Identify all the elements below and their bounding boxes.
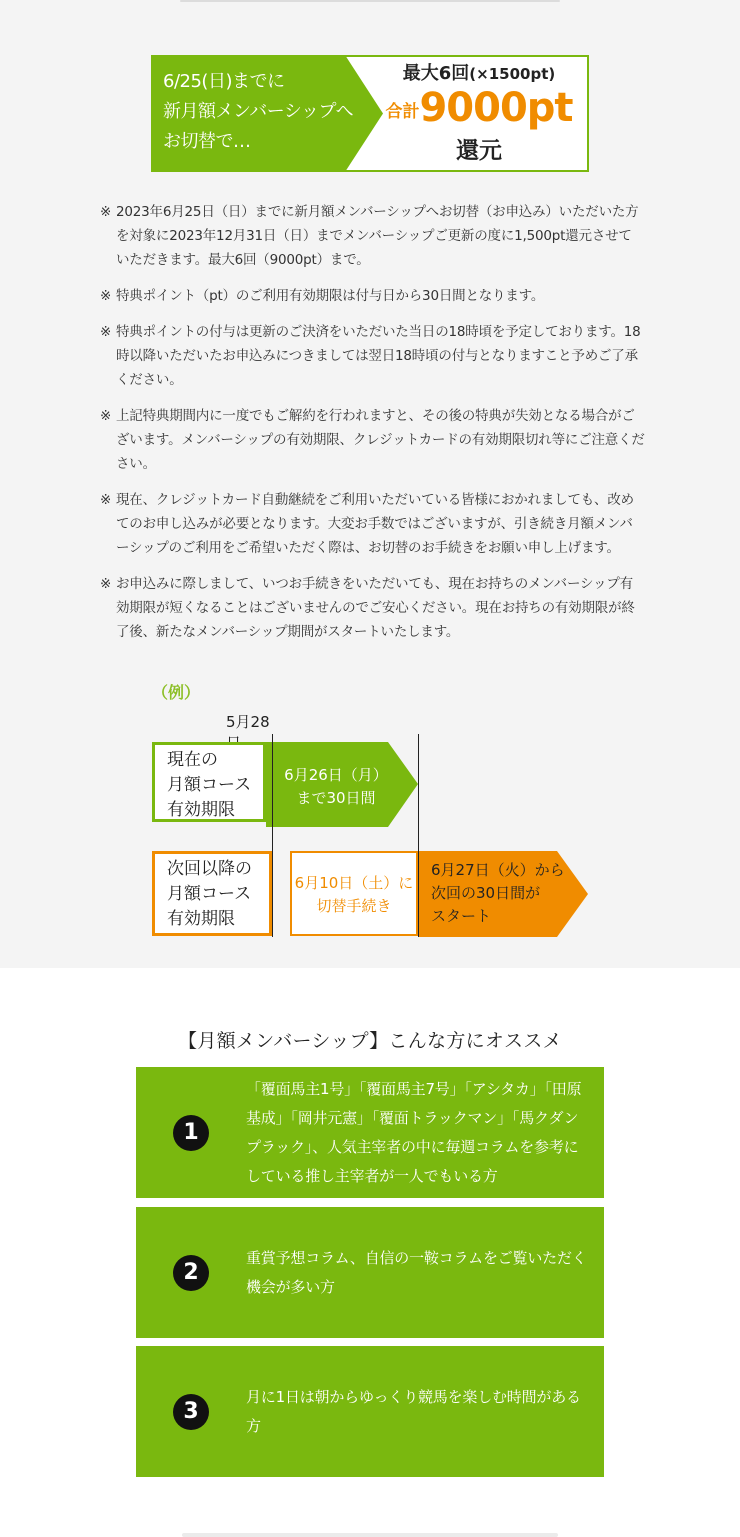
next-box-line: 次回以降の [167,859,252,879]
banner-max-label: 最大6回 [402,63,470,84]
banner-line-2: 新月額メンバーシップへ [163,101,354,122]
note-text: 特典ポイント（pt）のご利用有効期限は付与日から30日間となります。 [116,288,545,304]
current-box-line: 現在の [167,750,218,770]
note-text: 上記特典期間内に一度でもご解約を行われますと、その後の特典が失効となる場合がございます。メンバーシップの有効期限、クレジットカードの有効期限切れ等にご注意ください。 [116,408,645,472]
next-arrow-line: 6月27日（火）から [431,861,565,879]
banner-total-label: 合計 [385,102,420,122]
recommend-card [136,1346,604,1477]
switch-box-line: 切替手続き [316,897,392,915]
recommend-text: 「覆面馬主1号」「覆面馬主7号」「アシタカ」「田原基成」「岡井元憲」「覆面トラックマン」「馬クダンプラック」、人気主宰者の中に毎週コラムを参考にしている推し主宰者が一人でもいる方 [246,1080,582,1185]
example-date-label: 5月28 [226,713,270,731]
current-box-line: 月額コース [167,775,252,795]
banner-max-note: (×1500pt) [469,65,556,83]
bottom-divider [182,1533,558,1537]
recommend-text: 重賞予想コラム、自信の一鞍コラムをご覧いただく機会が多い方 [246,1249,587,1296]
current-box-line: 有効期限 [167,800,235,820]
recommend-card [136,1067,604,1198]
note-text: 現在、クレジットカード自動継続をご利用いただいている皆様におかれましても、改めてのお申し込みが必要となります。大変お手数ではございますが、引き続き月額メンバーシップのご利用をご希望いただく際は、お切替のお手続きをお願い申し上げます。 [116,492,634,556]
example-label: （例） [152,683,201,702]
note-mark: ※ [100,576,112,592]
current-course-box [152,742,266,822]
note-text: 2023年6月25日（日）までに新月額メンバーシップへお切替（お申込み）いただいた方を対象に2023年12月31日（日）までメンバーシップご更新の度に1,500pt還元させていただきます。最大6回（9000pt）まで。 [116,204,639,268]
recommend-card [136,1207,604,1338]
banner-total-amount: 9000pt [419,85,573,131]
date-marker-line [272,734,273,937]
next-arrow-line: スタート [431,907,492,925]
note-mark: ※ [100,204,112,220]
recommend-text: 月に1日は朝からゆっくり競馬を楽しむ時間がある方 [246,1388,581,1435]
number-1-icon: 1 [173,1115,209,1151]
banner-return-label: 還元 [456,138,502,164]
current-arrow-line: まで30日間 [296,789,376,807]
next-box-line: 月額コース [167,884,252,904]
note-mark: ※ [100,408,112,424]
end-marker-line [418,734,419,937]
banner-line-3: お切替で… [163,131,251,152]
note-text: お申込みに際しまして、いつお手続きをいただいても、現在お持ちのメンバーシップ有効期限が短くなることはございませんのでご安心ください。現在お持ちの有効期限が終了後、新たなメンバーシップ期間がスタートいたします。 [116,576,635,640]
note-text: 特典ポイントの付与は更新のご決済をいただいた当日の18時頃を予定しております。18時以降いただいたお申込みにつきましては翌日18時頃の付与となりますこと予めご了承ください。 [116,324,641,388]
number-3-icon: 3 [173,1394,209,1430]
next-course-box [152,851,272,936]
recommend-title: 【月額メンバーシップ】こんな方にオススメ [178,1030,562,1052]
current-arrow-line: 6月26日（月） [284,766,388,784]
note-mark: ※ [100,288,112,304]
note-mark: ※ [100,492,112,508]
switch-procedure-box [290,851,418,936]
next-box-line: 有効期限 [167,909,235,929]
banner-line-1: 6/25(日)までに [163,71,285,92]
next-arrow-line: 次回の30日間が [431,884,541,902]
number-2-icon: 2 [173,1255,209,1291]
next-arrow-text [431,859,581,928]
current-arrow-text [272,764,400,810]
switch-box-line: 6月10日（土）に [294,874,414,892]
note-mark: ※ [100,324,112,340]
